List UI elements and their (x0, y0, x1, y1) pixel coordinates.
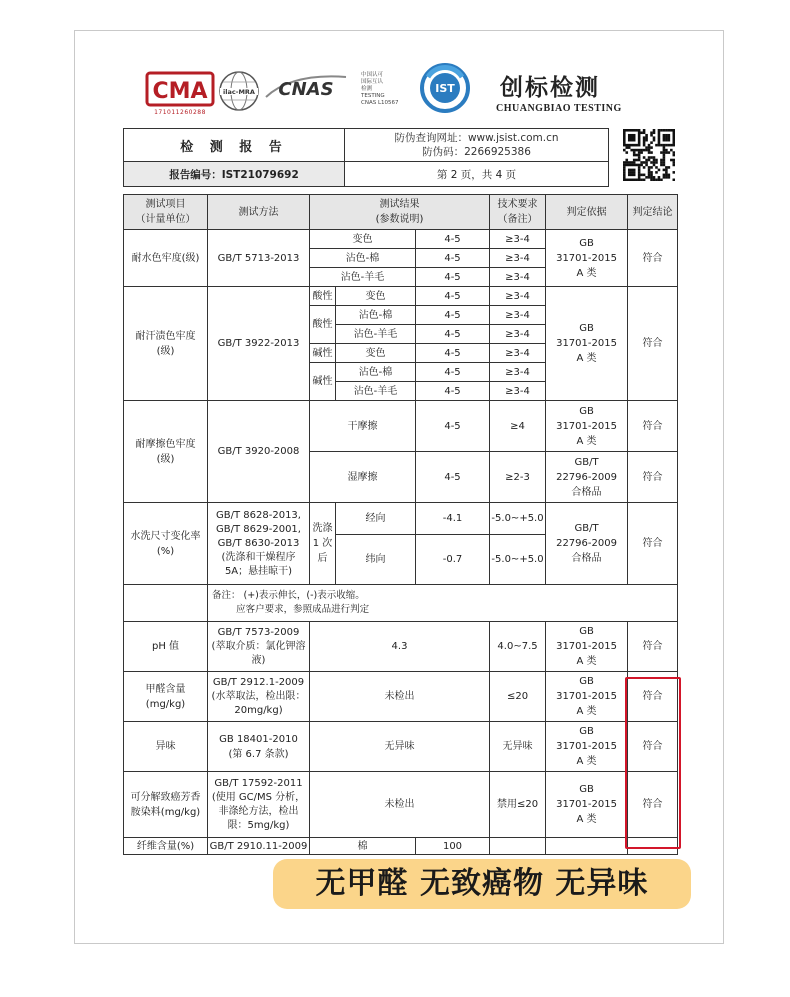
page-indicator: 第 2 页，共 4 页 (345, 162, 609, 187)
rub-wet-req: ≥2-3 (490, 452, 546, 503)
sweat-label: 沾色-棉 (336, 363, 416, 382)
ph-req: 4.0~7.5 (490, 622, 546, 672)
water-value: 4-5 (416, 230, 490, 249)
sweat-req: ≥3-4 (490, 287, 546, 306)
sweat-label: 沾色-羊毛 (336, 325, 416, 344)
cnas-swoosh-icon (262, 71, 352, 101)
shrink-conclusion: 符合 (628, 503, 678, 585)
shrink-weft-req: -5.0~+5.0 (490, 535, 546, 585)
highlight-box (625, 677, 681, 849)
ist-emblem-icon (420, 63, 470, 113)
banner-text: 无甲醛 无致癌物 无异味 (315, 866, 649, 901)
fiber-item: 纤维含量(%) (124, 838, 208, 855)
sweat-label: 变色 (336, 344, 416, 363)
odor-method: GB 18401-2010 (第 6.7 条款) (208, 722, 310, 772)
sweat-value: 4-5 (416, 306, 490, 325)
amine-item: 可分解致癌芳香 胺染料(mg/kg) (124, 772, 208, 838)
sweat-label: 沾色-羊毛 (336, 382, 416, 401)
cnas-note (361, 72, 421, 107)
report-number: 报告编号：IST21079692 (124, 162, 345, 187)
cnas-logo (262, 71, 362, 115)
cnas-note-line: CNAS L10567 (361, 100, 399, 106)
water-item: 耐水色牢度(级) (124, 230, 208, 287)
rub-wet-value: 4-5 (416, 452, 490, 503)
sweat-acid-label: 酸性 (310, 306, 336, 344)
rub-dry-label: 干摩擦 (310, 401, 416, 452)
ph-conclusion: 符合 (628, 622, 678, 672)
rub-dry-conclusion: 符合 (628, 401, 678, 452)
formaldehyde-item: 甲醛含量 (mg/kg) (124, 672, 208, 722)
shrink-weft-value: -0.7 (416, 535, 490, 585)
verify-url: 防伪查询网址：www.jsist.com.cn (394, 132, 559, 144)
water-req: ≥3-4 (490, 249, 546, 268)
sweat-conclusion: 符合 (628, 287, 678, 401)
header-conclusion: 判定结论 (628, 195, 678, 230)
sweat-label: 沾色-棉 (336, 306, 416, 325)
brand-name-cn: 创标检测 (500, 74, 600, 101)
water-label: 变色 (310, 230, 416, 249)
rub-item: 耐摩擦色牢度 (级) (124, 401, 208, 503)
results-table (123, 194, 678, 855)
sweat-value: 4-5 (416, 382, 490, 401)
fiber-value: 100 (416, 838, 490, 855)
amine-conclusion: 符合 (628, 772, 678, 838)
formaldehyde-value: 未检出 (310, 672, 490, 722)
sweat-basis: GB 31701-2015 A 类 (546, 287, 628, 401)
water-basis: GB 31701-2015 A 类 (546, 230, 628, 287)
report-header-table (123, 128, 609, 187)
shrink-method: GB/T 8628-2013, GB/T 8629-2001, GB/T 8630-2013 (洗涤和干燥程序 5A；悬挂晾干) (208, 503, 310, 585)
cma-number: 171011260288 (154, 109, 206, 116)
rub-dry-req: ≥4 (490, 401, 546, 452)
sweat-req: ≥3-4 (490, 306, 546, 325)
sweat-alkali-label: 碱性 (310, 344, 336, 363)
feature-banner (273, 859, 691, 909)
sweat-label: 变色 (336, 287, 416, 306)
cnas-note-line: 国际互认 (361, 79, 384, 85)
sweat-value: 4-5 (416, 287, 490, 306)
amine-value: 未检出 (310, 772, 490, 838)
header-result: 测试结果 (参数说明) (310, 195, 490, 230)
rub-wet-label: 湿摩擦 (310, 452, 416, 503)
water-method: GB/T 5713-2013 (208, 230, 310, 287)
amine-req: 禁用≤20 (490, 772, 546, 838)
qr-code (623, 129, 675, 181)
shrink-warp-label: 经向 (336, 503, 416, 535)
shrink-wash-label: 洗涤 1 次 后 (310, 503, 336, 585)
cma-mark-icon (145, 71, 215, 109)
water-req: ≥3-4 (490, 230, 546, 249)
water-req: ≥3-4 (490, 268, 546, 287)
report-sheet (74, 30, 724, 944)
odor-conclusion: 符合 (628, 722, 678, 772)
ph-value: 4.3 (310, 622, 490, 672)
ilac-logo (217, 69, 261, 113)
header-requirement: 技术要求 （备注） (490, 195, 546, 230)
odor-value: 无异味 (310, 722, 490, 772)
shrink-warp-value: -4.1 (416, 503, 490, 535)
report-title: 检 测 报 告 (124, 129, 345, 162)
water-value: 4-5 (416, 268, 490, 287)
amine-basis: GB 31701-2015 A 类 (546, 772, 628, 838)
qr-code-icon (623, 129, 675, 181)
sweat-req: ≥3-4 (490, 382, 546, 401)
shrink-basis: GB/T 22796-2009 合格品 (546, 503, 628, 585)
ilac-globe-icon (217, 69, 261, 113)
ph-method: GB/T 7573-2009 (萃取介质：氯化钾溶 液) (208, 622, 310, 672)
svg-text:CMA: CMA (152, 79, 208, 104)
sweat-acid-label: 酸性 (310, 287, 336, 306)
shrink-note: 备注： (+)表示伸长，(-)表示收缩。 应客户要求，参照成品进行判定 (208, 585, 678, 622)
ph-basis: GB 31701-2015 A 类 (546, 622, 628, 672)
formaldehyde-basis: GB 31701-2015 A 类 (546, 672, 628, 722)
verify-info (345, 129, 609, 162)
cnas-note-line: 检测 (361, 86, 373, 92)
water-label: 沾色-棉 (310, 249, 416, 268)
sweat-req: ≥3-4 (490, 344, 546, 363)
sweat-method: GB/T 3922-2013 (208, 287, 310, 401)
water-conclusion: 符合 (628, 230, 678, 287)
water-value: 4-5 (416, 249, 490, 268)
brand-name-en: CHUANGBIAO TESTING (496, 103, 622, 114)
header-method: 测试方法 (208, 195, 310, 230)
rub-dry-value: 4-5 (416, 401, 490, 452)
rub-dry-basis: GB 31701-2015 A 类 (546, 401, 628, 452)
cnas-note-line: TESTING (361, 93, 385, 99)
rub-wet-basis: GB/T 22796-2009 合格品 (546, 452, 628, 503)
sweat-value: 4-5 (416, 344, 490, 363)
shrink-item: 水洗尺寸变化率 (%) (124, 503, 208, 585)
shrink-warp-req: -5.0~+5.0 (490, 503, 546, 535)
rub-method: GB/T 3920-2008 (208, 401, 310, 503)
sweat-item: 耐汗渍色牢度 (级) (124, 287, 208, 401)
water-label: 沾色-羊毛 (310, 268, 416, 287)
ph-item: pH 值 (124, 622, 208, 672)
svg-text:CNAS: CNAS (278, 79, 334, 100)
sweat-value: 4-5 (416, 363, 490, 382)
sweat-value: 4-5 (416, 325, 490, 344)
ist-logo (420, 63, 470, 113)
header-basis: 判定依据 (546, 195, 628, 230)
odor-item: 异味 (124, 722, 208, 772)
odor-basis: GB 31701-2015 A 类 (546, 722, 628, 772)
formaldehyde-req: ≤20 (490, 672, 546, 722)
svg-text:ilac-MRA: ilac-MRA (223, 88, 255, 96)
shrink-weft-label: 纬向 (336, 535, 416, 585)
formaldehyde-method: GB/T 2912.1-2009 (水萃取法，检出限： 20mg/kg) (208, 672, 310, 722)
odor-req: 无异味 (490, 722, 546, 772)
rub-wet-conclusion: 符合 (628, 452, 678, 503)
fiber-method: GB/T 2910.11-2009 (208, 838, 310, 855)
sweat-alkali-label: 碱性 (310, 363, 336, 401)
fiber-label: 棉 (310, 838, 416, 855)
sweat-req: ≥3-4 (490, 325, 546, 344)
verify-code: 防伪码：2266925386 (422, 146, 531, 158)
amine-method: GB/T 17592-2011 (使用 GC/MS 分析， 非涤纶方法，检出 限：5mg/kg) (208, 772, 310, 838)
svg-text:IST: IST (435, 82, 455, 95)
cnas-note-line: 中国认可 (361, 72, 384, 78)
header-item: 测试项目 （计量单位） (124, 195, 208, 230)
sweat-req: ≥3-4 (490, 363, 546, 382)
formaldehyde-conclusion: 符合 (628, 672, 678, 722)
